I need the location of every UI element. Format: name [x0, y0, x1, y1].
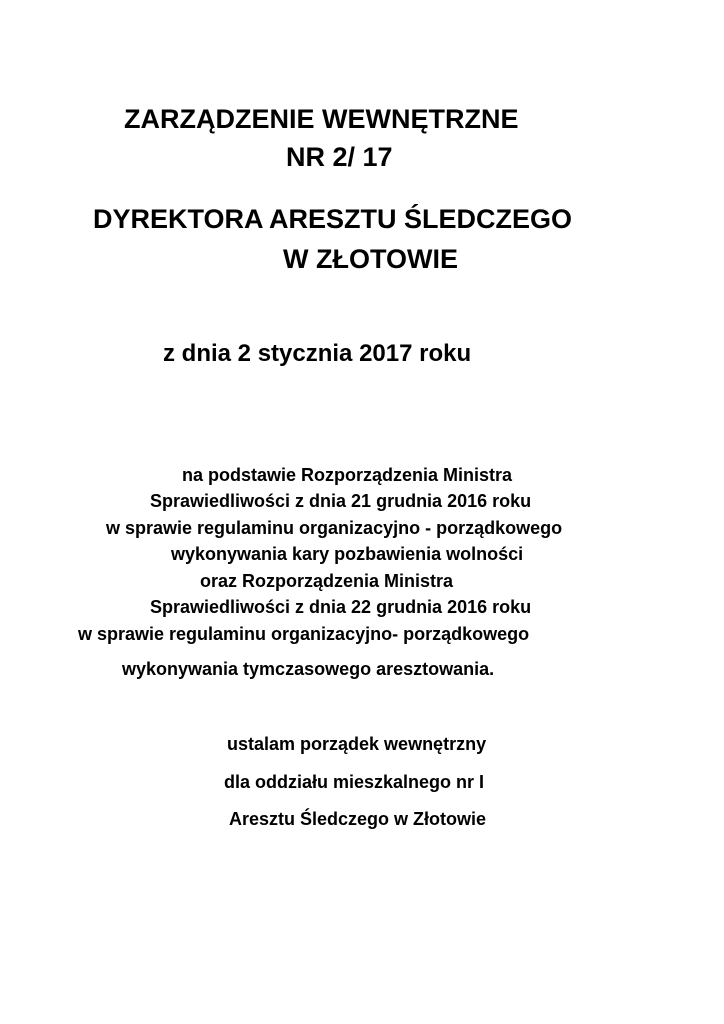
basis-line-1: na podstawie Rozporządzenia Ministra	[182, 465, 513, 485]
decision-line-3: Aresztu Śledczego w Złotowie	[229, 809, 487, 829]
basis-line-3: w sprawie regulaminu organizacyjno - porządkowego	[106, 518, 563, 538]
title-line-1: ZARZĄDZENIE WEWNĘTRZNE	[124, 104, 519, 134]
basis-line-6: Sprawiedliwości z dnia 22 grudnia 2016 roku	[150, 597, 532, 617]
decision-line-1: ustalam porządek wewnętrzny	[227, 734, 487, 754]
basis-line-8: wykonywania tymczasowego aresztowania.	[122, 659, 495, 679]
document-date: z dnia 2 stycznia 2017 roku	[163, 340, 472, 367]
basis-line-7: w sprawie regulaminu organizacyjno- porządkowego	[78, 624, 530, 644]
decision-line-2: dla oddziału mieszkalnego nr I	[224, 772, 485, 792]
title-number: NR 2/ 17	[286, 142, 393, 172]
issuer-line-1: DYREKTORA ARESZTU ŚLEDCZEGO	[93, 204, 573, 234]
basis-line-2: Sprawiedliwości z dnia 21 grudnia 2016 roku	[150, 491, 532, 511]
basis-line-4: wykonywania kary pozbawienia wolności	[171, 544, 524, 564]
basis-line-5: oraz Rozporządzenia Ministra	[200, 571, 454, 591]
issuer-line-2: W ZŁOTOWIE	[283, 244, 458, 274]
